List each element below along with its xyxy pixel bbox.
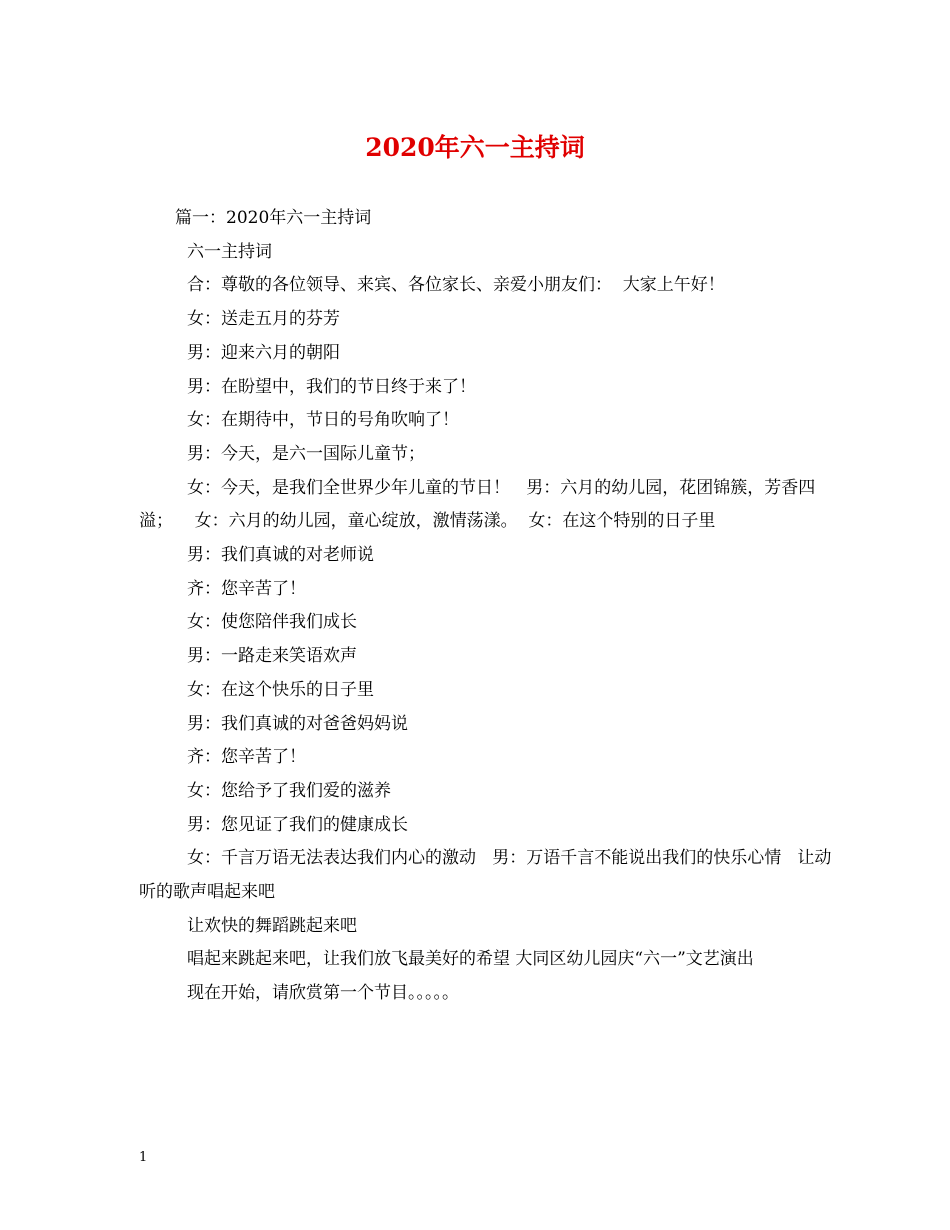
paragraph: 女：送走五月的芬芳 <box>187 309 340 330</box>
paragraph: 男：今天，是六一国际儿童节； <box>187 443 425 464</box>
document-body <box>139 202 839 1011</box>
paragraph: 齐：您辛苦了！ <box>187 747 306 768</box>
paragraph: 女：在这个快乐的日子里 <box>187 679 374 700</box>
paragraph: 男：一路走来笑语欢声 <box>187 646 357 667</box>
paragraph: 齐：您辛苦了！ <box>187 578 306 599</box>
page-number: 1 <box>139 1150 148 1165</box>
paragraph: 篇一：2020年六一主持词 <box>175 208 372 228</box>
paragraph: 男：我们真诚的对老师说 <box>187 545 374 566</box>
paragraph: 女：千言万语无法表达我们内心的激动 男：万语千言不能说出我们的快乐心情 让动听的歌声唱起来吧 <box>139 848 832 903</box>
paragraph: 女：您给予了我们爱的滋养 <box>187 780 391 801</box>
paragraph: 让欢快的舞蹈跳起来吧 <box>187 915 357 936</box>
document-title: 2020年六一主持词 <box>365 133 585 162</box>
paragraph: 六一主持词 <box>187 241 272 262</box>
paragraph: 男：您见证了我们的健康成长 <box>187 814 408 835</box>
paragraph: 男：在盼望中，我们的节日终于来了！ <box>187 376 476 397</box>
paragraph: 男：迎来六月的朝阳 <box>187 342 340 363</box>
paragraph: 唱起来跳起来吧，让我们放飞最美好的希望 大同区幼儿园庆“六一”文艺演出 <box>187 949 754 970</box>
paragraph: 女：在期待中，节日的号角吹响了！ <box>187 410 459 431</box>
paragraph: 男：我们真诚的对爸爸妈妈说 <box>187 713 408 734</box>
paragraph: 女：今天，是我们全世界少年儿童的节日！ 男：六月的幼儿园，花团锦簇，芳香四溢； 女：六月的幼儿园，童心绽放，激情荡漾。 女：在这个特别的日子里 <box>139 477 816 532</box>
paragraph: 现在开始，请欣赏第一个节目。。。。。 <box>187 983 459 1004</box>
paragraph: 合：尊敬的各位领导、来宾、各位家长、亲爱小朋友们： 大家上午好！ <box>187 275 725 296</box>
paragraph: 女：使您陪伴我们成长 <box>187 612 357 633</box>
